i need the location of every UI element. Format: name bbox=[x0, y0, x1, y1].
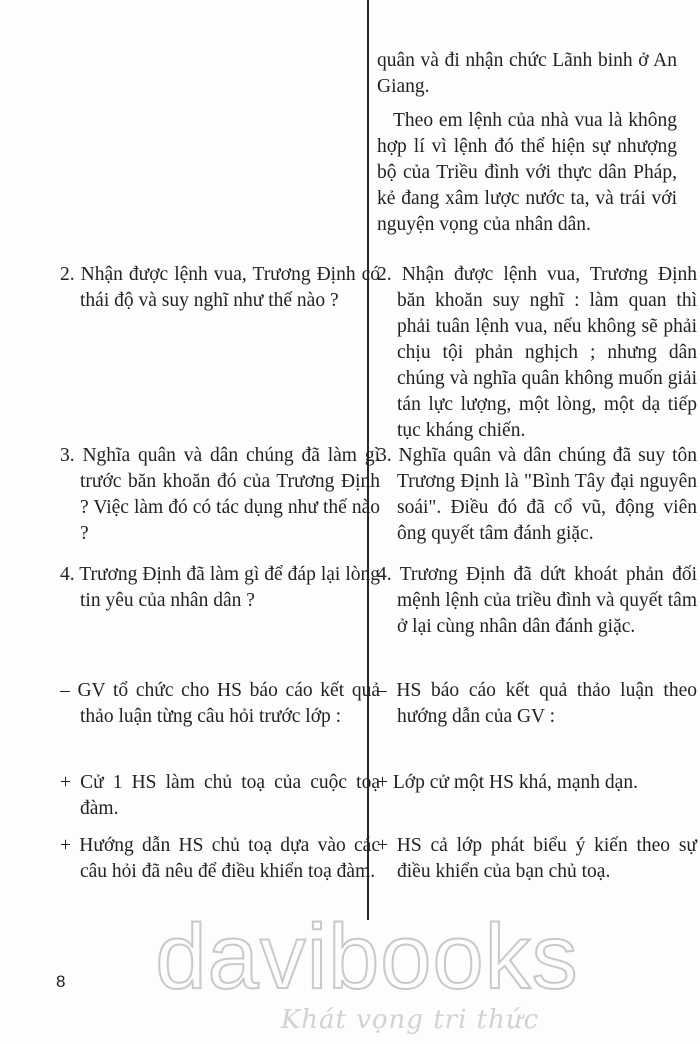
question-2: 2. Nhận được lệnh vua, Trương Định có thái độ và suy nghĩ như thế nào ? bbox=[60, 264, 380, 311]
teacher-instruction-report: – GV tổ chức cho HS báo cáo kết quả thảo luận từng câu hỏi trước lớp : bbox=[60, 680, 380, 727]
answer-3: 3. Nghĩa quân và dân chúng đã suy tôn Trương Định là "Bình Tây đại nguyên soái". Điều đó đã cổ vũ, động viên ông quyết tâm đánh giặc. bbox=[377, 445, 697, 544]
question-4: 4. Trương Định đã làm gì để đáp lại lòng tin yêu của nhân dân ? bbox=[60, 564, 380, 611]
student-activity-chair: + Lớp cử một HS khá, mạnh dạn. bbox=[377, 772, 638, 793]
watermark-brand: davibooks bbox=[155, 906, 579, 1008]
question-3: 3. Nghĩa quân và dân chúng đã làm gì trước băn khoăn đó của Trương Định ? Việc làm đó có tác dụng như thế nào ? bbox=[60, 445, 380, 544]
answer-2: 2. Nhận được lệnh vua, Trương Định băn khoăn suy nghĩ : làm quan thì phải tuân lệnh vua, nếu không sẽ phải chịu tội phản nghịch ; nhưng dân chúng và nghĩa quân không muốn giải tán lực lượng, một lòng, một dạ tiếp tục kháng chiến. bbox=[377, 264, 697, 441]
teacher-instruction-guide: + Hướng dẫn HS chủ toạ dựa vào các câu hỏi đã nêu để điều khiển toạ đàm. bbox=[60, 835, 380, 882]
answer-4: 4. Trương Định đã dứt khoát phản đối mệnh lệnh của triều đình và quyết tâm ở lại cùng nhân dân đánh giặc. bbox=[377, 564, 697, 637]
page-number: 8 bbox=[56, 972, 66, 991]
teacher-instruction-chair: + Cử 1 HS làm chủ toạ của cuộc toạ đàm. bbox=[60, 772, 380, 819]
right-intro-continuation: quân và đi nhận chức Lãnh binh ở An Giang. bbox=[377, 50, 677, 97]
student-activity-discussion: + HS cả lớp phát biểu ý kiến theo sự điều khiển của bạn chủ toạ. bbox=[377, 835, 697, 882]
watermark-slogan: Khát vọng tri thức bbox=[280, 1005, 540, 1035]
right-intro-paragraph: Theo em lệnh của nhà vua là không hợp lí vì lệnh đó thể hiện sự nhượng bộ của Triều đình với thực dân Pháp, kẻ đang xâm lược nước ta, và trái với nguyện vọng của nhân dân. bbox=[377, 110, 677, 235]
student-activity-report: – HS báo cáo kết quả thảo luận theo hướng dẫn của GV : bbox=[377, 680, 697, 727]
